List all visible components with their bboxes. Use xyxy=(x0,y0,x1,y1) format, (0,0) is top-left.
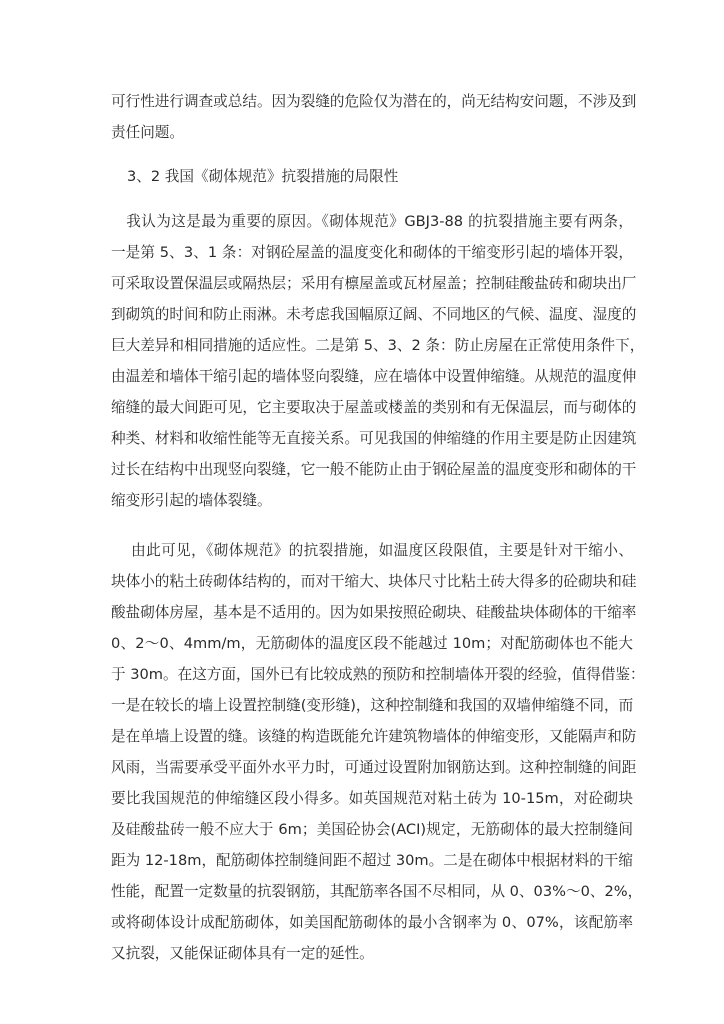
paragraph-line: 又抗裂，又能保证砌体具有一定的延性。 xyxy=(111,945,374,962)
paragraph-line: 可采取设置保温层或隔热层；采用有檩屋盖或瓦材屋盖；控制硅酸盐砖和砌块出厂 xyxy=(111,275,637,292)
paragraph-line: 过长在结构中出现竖向裂缝，它一般不能防止由于钢砼屋盖的温度变形和砌体的干 xyxy=(111,461,637,478)
paragraph-3 xyxy=(111,535,645,969)
paragraph-line: 要比我国规范的伸缩缝区段小得多。如英国规范对粘土砖为 10-15m，对砼砌块 xyxy=(111,790,633,807)
paragraph-line: 由温差和墙体干缩引起的墙体竖向裂缝，应在墙体中设置伸缩缝。从规范的温度伸 xyxy=(111,368,637,385)
paragraph-line: 性能，配置一定数量的抗裂钢筋，其配筋率各国不尽相同，从 0、03%～0、2%， xyxy=(111,883,643,900)
paragraph-line: 我认为这是最为重要的原因。《砌体规范》GBJ3-88 的抗裂措施主要有两条， xyxy=(111,213,633,230)
paragraph-line: 一是第 5、3、1 条：对钢砼屋盖的温度变化和砌体的干缩变形引起的墙体开裂， xyxy=(111,244,633,261)
paragraph-line: 可行性进行调查或总结。因为裂缝的危险仅为潜在的，尚无结构安问题，不涉及到 xyxy=(111,93,637,110)
paragraph-line: 是在单墙上设置的缝。该缝的构造既能允许建筑物墙体的伸缩变形，又能隔声和防 xyxy=(111,728,637,745)
paragraph-line: 种类、材料和收缩性能等无直接关系。可见我国的伸缩缝的作用主要是防止因建筑 xyxy=(111,430,637,447)
paragraph-line: 一是在较长的墙上设置控制缝(变形缝)，这种控制缝和我国的双墙伸缩缝不同，而 xyxy=(111,697,634,714)
paragraph-line: 巨大差异和相同措施的适应性。二是第 5、3、2 条：防止房屋在正常使用条件下， xyxy=(111,337,645,354)
paragraph-line: 由此可见，《砌体规范》的抗裂措施，如温度区段限值，主要是针对干缩小、 xyxy=(111,542,633,559)
paragraph-line: 缩变形引起的墙体裂缝。 xyxy=(111,492,272,509)
paragraph-line: 于 30m。在这方面，国外已有比较成熟的预防和控制墙体开裂的经验，值得借鉴： xyxy=(111,666,645,683)
paragraph-line: 责任问题。 xyxy=(111,124,184,141)
paragraph-2 xyxy=(111,206,645,516)
paragraph-line: 0、2～0、4mm/m，无筋砌体的温度区段不能越过 10m；对配筋砌体也不能大 xyxy=(111,635,633,652)
paragraph-line: 到砌筑的时间和防止雨淋。未考虑我国幅原辽阔、不同地区的气候、温度、湿度的 xyxy=(111,306,637,323)
document-page xyxy=(111,86,645,969)
paragraph-1 xyxy=(111,86,637,148)
paragraph-line: 酸盐砌体房屋，基本是不适用的。因为如果按照砼砌块、硅酸盐块体砌体的干缩率 xyxy=(111,604,637,621)
section-heading: 3、2 我国《砌体规范》抗裂措施的局限性 xyxy=(127,168,399,185)
paragraph-line: 缩缝的最大间距可见，它主要取决于屋盖或楼盖的类别和有无保温层，而与砌体的 xyxy=(111,399,637,416)
paragraph-line: 距为 12-18m，配筋砌体控制缝间距不超过 30m。二是在砌体中根据材料的干缩 xyxy=(111,852,633,869)
paragraph-line: 及硅酸盐砖一般不应大于 6m；美国砼协会(ACI)规定，无筋砌体的最大控制缝间 xyxy=(111,821,633,838)
paragraph-line: 块体小的粘土砖砌体结构的，而对干缩大、块体尺寸比粘土砖大得多的砼砌块和硅 xyxy=(111,573,637,590)
paragraph-line: 或将砌体设计成配筋砌体，如美国配筋砌体的最小含钢率为 0、07%，该配筋率 xyxy=(111,914,633,931)
paragraph-line: 风雨，当需要承受平面外水平力时，可通过设置附加钢筋达到。这种控制缝的间距 xyxy=(111,759,637,776)
